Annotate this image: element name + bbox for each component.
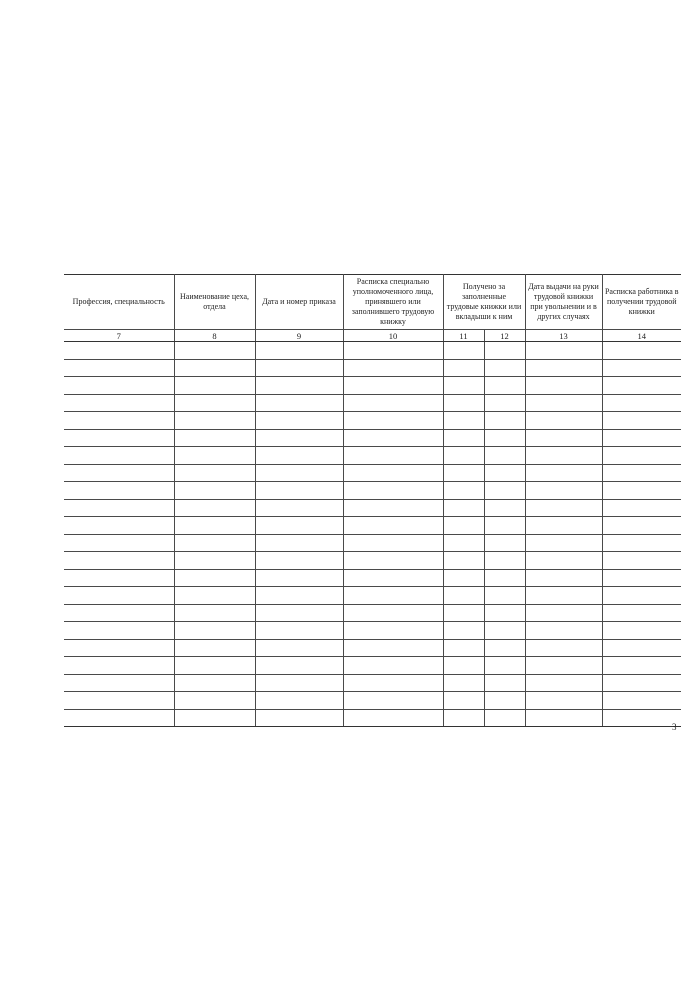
- entry-cell[interactable]: [443, 342, 484, 360]
- entry-cell[interactable]: [255, 359, 343, 377]
- entry-cell[interactable]: [343, 412, 443, 430]
- table-row: [64, 447, 681, 465]
- header-order-date-number: Дата и номер приказа: [255, 275, 343, 330]
- entry-cell[interactable]: [484, 587, 525, 605]
- entry-cell[interactable]: [343, 639, 443, 657]
- entry-cell[interactable]: [525, 622, 602, 640]
- entry-cell[interactable]: [174, 517, 255, 535]
- entry-cell[interactable]: [602, 517, 681, 535]
- entry-cell[interactable]: [484, 657, 525, 675]
- table-row: [64, 429, 681, 447]
- table-row: [64, 394, 681, 412]
- entry-cell[interactable]: [255, 429, 343, 447]
- entry-cell[interactable]: [484, 639, 525, 657]
- entry-cell[interactable]: [602, 569, 681, 587]
- entry-cell[interactable]: [255, 517, 343, 535]
- entry-cell[interactable]: [484, 692, 525, 710]
- entry-cell[interactable]: [343, 674, 443, 692]
- table-row: [64, 674, 681, 692]
- entry-cell[interactable]: [343, 482, 443, 500]
- table-row: [64, 359, 681, 377]
- entry-cell[interactable]: [174, 622, 255, 640]
- entry-cell[interactable]: [602, 552, 681, 570]
- entry-cell[interactable]: [174, 359, 255, 377]
- table-row: [64, 464, 681, 482]
- entry-cell[interactable]: [443, 429, 484, 447]
- entry-cell[interactable]: [343, 692, 443, 710]
- entry-cell[interactable]: [343, 569, 443, 587]
- entry-cell[interactable]: [64, 709, 174, 727]
- entry-cell[interactable]: [255, 342, 343, 360]
- entry-cell[interactable]: [484, 622, 525, 640]
- table-row: [64, 622, 681, 640]
- entry-cell[interactable]: [484, 552, 525, 570]
- entry-cell[interactable]: [443, 674, 484, 692]
- header-employee-receipt: Расписка работника в получении трудовой книжки: [602, 275, 681, 330]
- entry-cell[interactable]: [174, 412, 255, 430]
- table-row: [64, 604, 681, 622]
- entry-cell[interactable]: [525, 552, 602, 570]
- entry-cell[interactable]: [602, 359, 681, 377]
- header-row: [64, 275, 681, 330]
- entry-cell[interactable]: [602, 657, 681, 675]
- column-number: 12: [484, 330, 525, 342]
- entry-cell[interactable]: [525, 604, 602, 622]
- entry-cell[interactable]: [255, 604, 343, 622]
- entry-cell[interactable]: [64, 552, 174, 570]
- entry-cell[interactable]: [255, 412, 343, 430]
- entry-cell[interactable]: [255, 657, 343, 675]
- entry-cell[interactable]: [64, 499, 174, 517]
- entry-cell[interactable]: [255, 447, 343, 465]
- entry-cell[interactable]: [64, 517, 174, 535]
- entry-cell[interactable]: [602, 394, 681, 412]
- entry-cell[interactable]: [255, 622, 343, 640]
- entry-cell[interactable]: [484, 359, 525, 377]
- entry-cell[interactable]: [443, 552, 484, 570]
- entry-cell[interactable]: [525, 394, 602, 412]
- table-row: [64, 709, 681, 727]
- entry-cell[interactable]: [484, 394, 525, 412]
- entry-cell[interactable]: [64, 587, 174, 605]
- entry-cell[interactable]: [174, 604, 255, 622]
- column-number: 7: [64, 330, 174, 342]
- entry-cell[interactable]: [484, 674, 525, 692]
- column-number: 10: [343, 330, 443, 342]
- entry-cell[interactable]: [174, 569, 255, 587]
- entry-cell[interactable]: [64, 604, 174, 622]
- entry-cell[interactable]: [343, 552, 443, 570]
- column-number: 9: [255, 330, 343, 342]
- entry-cell[interactable]: [64, 447, 174, 465]
- entry-cell[interactable]: [174, 692, 255, 710]
- entry-cell[interactable]: [443, 622, 484, 640]
- entry-cell[interactable]: [443, 692, 484, 710]
- entry-cell[interactable]: [525, 639, 602, 657]
- entry-cell[interactable]: [602, 639, 681, 657]
- entry-cell[interactable]: [343, 499, 443, 517]
- table-row: [64, 534, 681, 552]
- table-row: [64, 587, 681, 605]
- entry-cell[interactable]: [64, 692, 174, 710]
- entry-cell[interactable]: [343, 447, 443, 465]
- entry-cell[interactable]: [443, 377, 484, 395]
- entry-cell[interactable]: [602, 377, 681, 395]
- entry-cell[interactable]: [255, 569, 343, 587]
- entry-cell[interactable]: [64, 622, 174, 640]
- entry-cell[interactable]: [443, 657, 484, 675]
- entry-cell[interactable]: [174, 552, 255, 570]
- entry-cell[interactable]: [602, 604, 681, 622]
- entry-cell[interactable]: [443, 709, 484, 727]
- entry-cell[interactable]: [64, 534, 174, 552]
- entry-cell[interactable]: [484, 709, 525, 727]
- entry-cell[interactable]: [443, 359, 484, 377]
- entry-cell[interactable]: [255, 377, 343, 395]
- entry-cell[interactable]: [602, 342, 681, 360]
- entry-cell[interactable]: [525, 412, 602, 430]
- header-received-payment: Получено за заполненные трудовые книжки или вкладыши к ним: [443, 275, 525, 330]
- entry-cell[interactable]: [484, 429, 525, 447]
- table-row: [64, 517, 681, 535]
- entry-cell[interactable]: [174, 429, 255, 447]
- column-number: 13: [525, 330, 602, 342]
- entry-cell[interactable]: [174, 534, 255, 552]
- header-department: Наименование цеха, отдела: [174, 275, 255, 330]
- entry-cell[interactable]: [443, 482, 484, 500]
- entry-cell[interactable]: [484, 342, 525, 360]
- table-row: [64, 377, 681, 395]
- entry-cell[interactable]: [525, 377, 602, 395]
- table-row: [64, 499, 681, 517]
- entry-cell[interactable]: [174, 377, 255, 395]
- entry-cell[interactable]: [64, 429, 174, 447]
- entry-cell[interactable]: [443, 639, 484, 657]
- entry-cell[interactable]: [602, 464, 681, 482]
- entry-cell[interactable]: [484, 464, 525, 482]
- entry-cell[interactable]: [443, 464, 484, 482]
- entry-cell[interactable]: [525, 447, 602, 465]
- entry-cell[interactable]: [343, 604, 443, 622]
- entry-cell[interactable]: [64, 394, 174, 412]
- entry-cell[interactable]: [484, 534, 525, 552]
- entry-cell[interactable]: [602, 429, 681, 447]
- entry-cell[interactable]: [443, 534, 484, 552]
- entry-cell[interactable]: [443, 412, 484, 430]
- entry-cell[interactable]: [255, 552, 343, 570]
- entry-cell[interactable]: [602, 692, 681, 710]
- entry-cell[interactable]: [255, 482, 343, 500]
- entry-cell[interactable]: [255, 464, 343, 482]
- entry-cell[interactable]: [255, 674, 343, 692]
- header-authorized-receipt: Расписка специально уполномоченного лица, принявшего или заполнившего трудовую книжку: [343, 275, 443, 330]
- column-number-row: [64, 330, 681, 342]
- table-row: [64, 657, 681, 675]
- entry-cell[interactable]: [484, 517, 525, 535]
- entry-cell[interactable]: [343, 377, 443, 395]
- entry-cell[interactable]: [343, 359, 443, 377]
- entry-cell[interactable]: [343, 464, 443, 482]
- column-number: 11: [443, 330, 484, 342]
- entry-cell[interactable]: [602, 482, 681, 500]
- entry-cell[interactable]: [602, 412, 681, 430]
- entry-cell[interactable]: [602, 534, 681, 552]
- entry-cell[interactable]: [443, 517, 484, 535]
- entry-cell[interactable]: [255, 587, 343, 605]
- entry-cell[interactable]: [174, 342, 255, 360]
- entry-cell[interactable]: [525, 464, 602, 482]
- table-row: [64, 692, 681, 710]
- column-number: 8: [174, 330, 255, 342]
- entry-cell[interactable]: [443, 499, 484, 517]
- entry-cell[interactable]: [64, 657, 174, 675]
- entry-cell[interactable]: [525, 342, 602, 360]
- entry-cell[interactable]: [443, 447, 484, 465]
- entry-cell[interactable]: [343, 342, 443, 360]
- entry-cell[interactable]: [525, 692, 602, 710]
- entry-cell[interactable]: [64, 377, 174, 395]
- entry-cell[interactable]: [343, 622, 443, 640]
- entry-cell[interactable]: [64, 639, 174, 657]
- entry-cell[interactable]: [64, 482, 174, 500]
- entry-cell[interactable]: [525, 657, 602, 675]
- entry-cell[interactable]: [525, 429, 602, 447]
- entry-cell[interactable]: [484, 377, 525, 395]
- entry-cell[interactable]: [602, 447, 681, 465]
- entry-cell[interactable]: [343, 394, 443, 412]
- entry-cell[interactable]: [255, 534, 343, 552]
- header-profession: Профессия, специальность: [64, 275, 174, 330]
- entry-cell[interactable]: [484, 569, 525, 587]
- table-row: [64, 552, 681, 570]
- entry-cell[interactable]: [602, 709, 681, 727]
- entry-cell[interactable]: [64, 674, 174, 692]
- entry-cell[interactable]: [602, 622, 681, 640]
- column-number: 14: [602, 330, 681, 342]
- header-issue-date: Дата выдачи на руки трудовой книжки при увольнении и в других случаях: [525, 275, 602, 330]
- entry-cell[interactable]: [255, 692, 343, 710]
- table-row: [64, 342, 681, 360]
- entry-cell[interactable]: [343, 534, 443, 552]
- entry-cell[interactable]: [174, 499, 255, 517]
- entry-cell[interactable]: [174, 639, 255, 657]
- entry-cell[interactable]: [484, 412, 525, 430]
- entry-cell[interactable]: [64, 412, 174, 430]
- entry-cell[interactable]: [64, 464, 174, 482]
- entry-cell[interactable]: [174, 587, 255, 605]
- entry-cell[interactable]: [525, 482, 602, 500]
- entry-cell[interactable]: [174, 447, 255, 465]
- entry-cell[interactable]: [484, 604, 525, 622]
- entry-cell[interactable]: [343, 657, 443, 675]
- entry-cell[interactable]: [343, 709, 443, 727]
- entry-cell[interactable]: [443, 604, 484, 622]
- table-row: [64, 569, 681, 587]
- entry-cell[interactable]: [602, 587, 681, 605]
- entry-cell[interactable]: [343, 587, 443, 605]
- entry-cell[interactable]: [255, 709, 343, 727]
- entry-cell[interactable]: [343, 517, 443, 535]
- entry-cell[interactable]: [525, 359, 602, 377]
- entry-cell[interactable]: [525, 499, 602, 517]
- entry-cell[interactable]: [174, 709, 255, 727]
- entry-cell[interactable]: [484, 499, 525, 517]
- entry-cell[interactable]: [255, 639, 343, 657]
- entry-cell[interactable]: [174, 464, 255, 482]
- ledger-table: [64, 274, 681, 727]
- entry-cell[interactable]: [525, 587, 602, 605]
- entry-cell[interactable]: [174, 482, 255, 500]
- entry-cell[interactable]: [343, 429, 443, 447]
- table-row: [64, 412, 681, 430]
- entry-cell[interactable]: [484, 482, 525, 500]
- entry-cell[interactable]: [525, 534, 602, 552]
- entry-cell[interactable]: [525, 709, 602, 727]
- entry-cell[interactable]: [443, 394, 484, 412]
- entry-cell[interactable]: [443, 587, 484, 605]
- entry-cell[interactable]: [525, 674, 602, 692]
- table-row: [64, 639, 681, 657]
- entry-cell[interactable]: [443, 569, 484, 587]
- entry-cell[interactable]: [602, 674, 681, 692]
- ledger-body: [64, 342, 681, 727]
- entry-cell[interactable]: [525, 569, 602, 587]
- entry-cell[interactable]: [255, 499, 343, 517]
- entry-cell[interactable]: [64, 342, 174, 360]
- table-row: [64, 482, 681, 500]
- entry-cell[interactable]: [174, 394, 255, 412]
- entry-cell[interactable]: [602, 499, 681, 517]
- entry-cell[interactable]: [255, 394, 343, 412]
- entry-cell[interactable]: [484, 447, 525, 465]
- page-number: 3: [672, 722, 677, 732]
- entry-cell[interactable]: [64, 569, 174, 587]
- entry-cell[interactable]: [64, 359, 174, 377]
- entry-cell[interactable]: [174, 674, 255, 692]
- entry-cell[interactable]: [174, 657, 255, 675]
- entry-cell[interactable]: [525, 517, 602, 535]
